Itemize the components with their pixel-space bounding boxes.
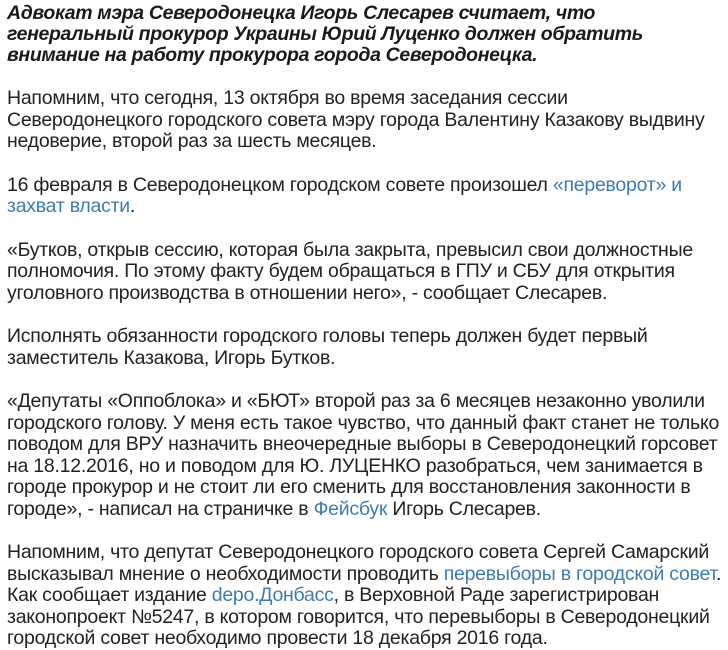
paragraph-deputies-quote — [7, 391, 723, 520]
paragraph-butkov-quote: «Бутков, открыв сессию, которая была закрыта, превысил свои должностные полномочия. По этому факту будем обращаться в ГПУ и СБУ для открытия уголовного производства в отношении него», - сообщает Слесарев. — [7, 238, 693, 304]
paragraph-text: Напомним, что депутат Северодонецкого городского совета Сергей Самарский высказывал мнение о необходимости проводить — [7, 541, 710, 585]
paragraph-text: . — [129, 195, 136, 217]
paragraph-text: «Депутаты «Оппоблока» и «БЮТ» второй раз за 6 месяцев незаконно уволили городского голову. У меня есть такое чувство, что данный факт станет не только поводом для ВРУ назначить внеочередные выборы в Северодонецкий горсовет на 18.12.2016, но и поводом для Ю. ЛУЦЕНКО разобраться, чем занимается в городе прокурор и не стоит ли его сменить для восстановления законности в городе», - написал на страничке в — [7, 390, 720, 520]
reelection-link[interactable]: перевыборы в городской совет — [443, 562, 716, 585]
paragraph-session: Напомним, что сегодня, 13 октября во время заседания сессии Северодонецкого городского совета мэру города Валентину Казакову выдвину недоверие, второй раз за шесть месяцев. — [7, 87, 705, 152]
paragraph-text: . Как сообщает издание — [7, 562, 722, 606]
article-lead: Адвокат мэра Северодонецка Игорь Слесарев считает, что генеральный прокурор Украины Юрий Луценко должен обратить внимание на работу прокурора города Северодонецка. — [7, 2, 643, 66]
facebook-link[interactable]: Фейсбук — [313, 497, 388, 520]
paragraph-text: Игорь Слесарев. — [387, 497, 541, 520]
paragraph-reelection — [7, 542, 723, 650]
coup-link[interactable]: «переворот» и захват власти — [7, 173, 682, 217]
paragraph-february-coup — [7, 175, 723, 218]
paragraph-text: 16 февраля в Северодонецком городском совете произошел — [7, 173, 553, 196]
depo-donbass-link[interactable]: depo.Донбасс — [211, 584, 334, 606]
paragraph-text: , в Верховной Раде зарегистрирован законопроект №5247, в котором говорится, что перевыборы в Северодонецкий городской совет необходимо провести 18 декабря 2016 года. — [7, 584, 710, 649]
paragraph-acting-mayor: Исполнять обязанности городского головы теперь должен будет первый заместитель Казакова, Игорь Бутков. — [7, 325, 648, 369]
article-body — [7, 3, 723, 650]
